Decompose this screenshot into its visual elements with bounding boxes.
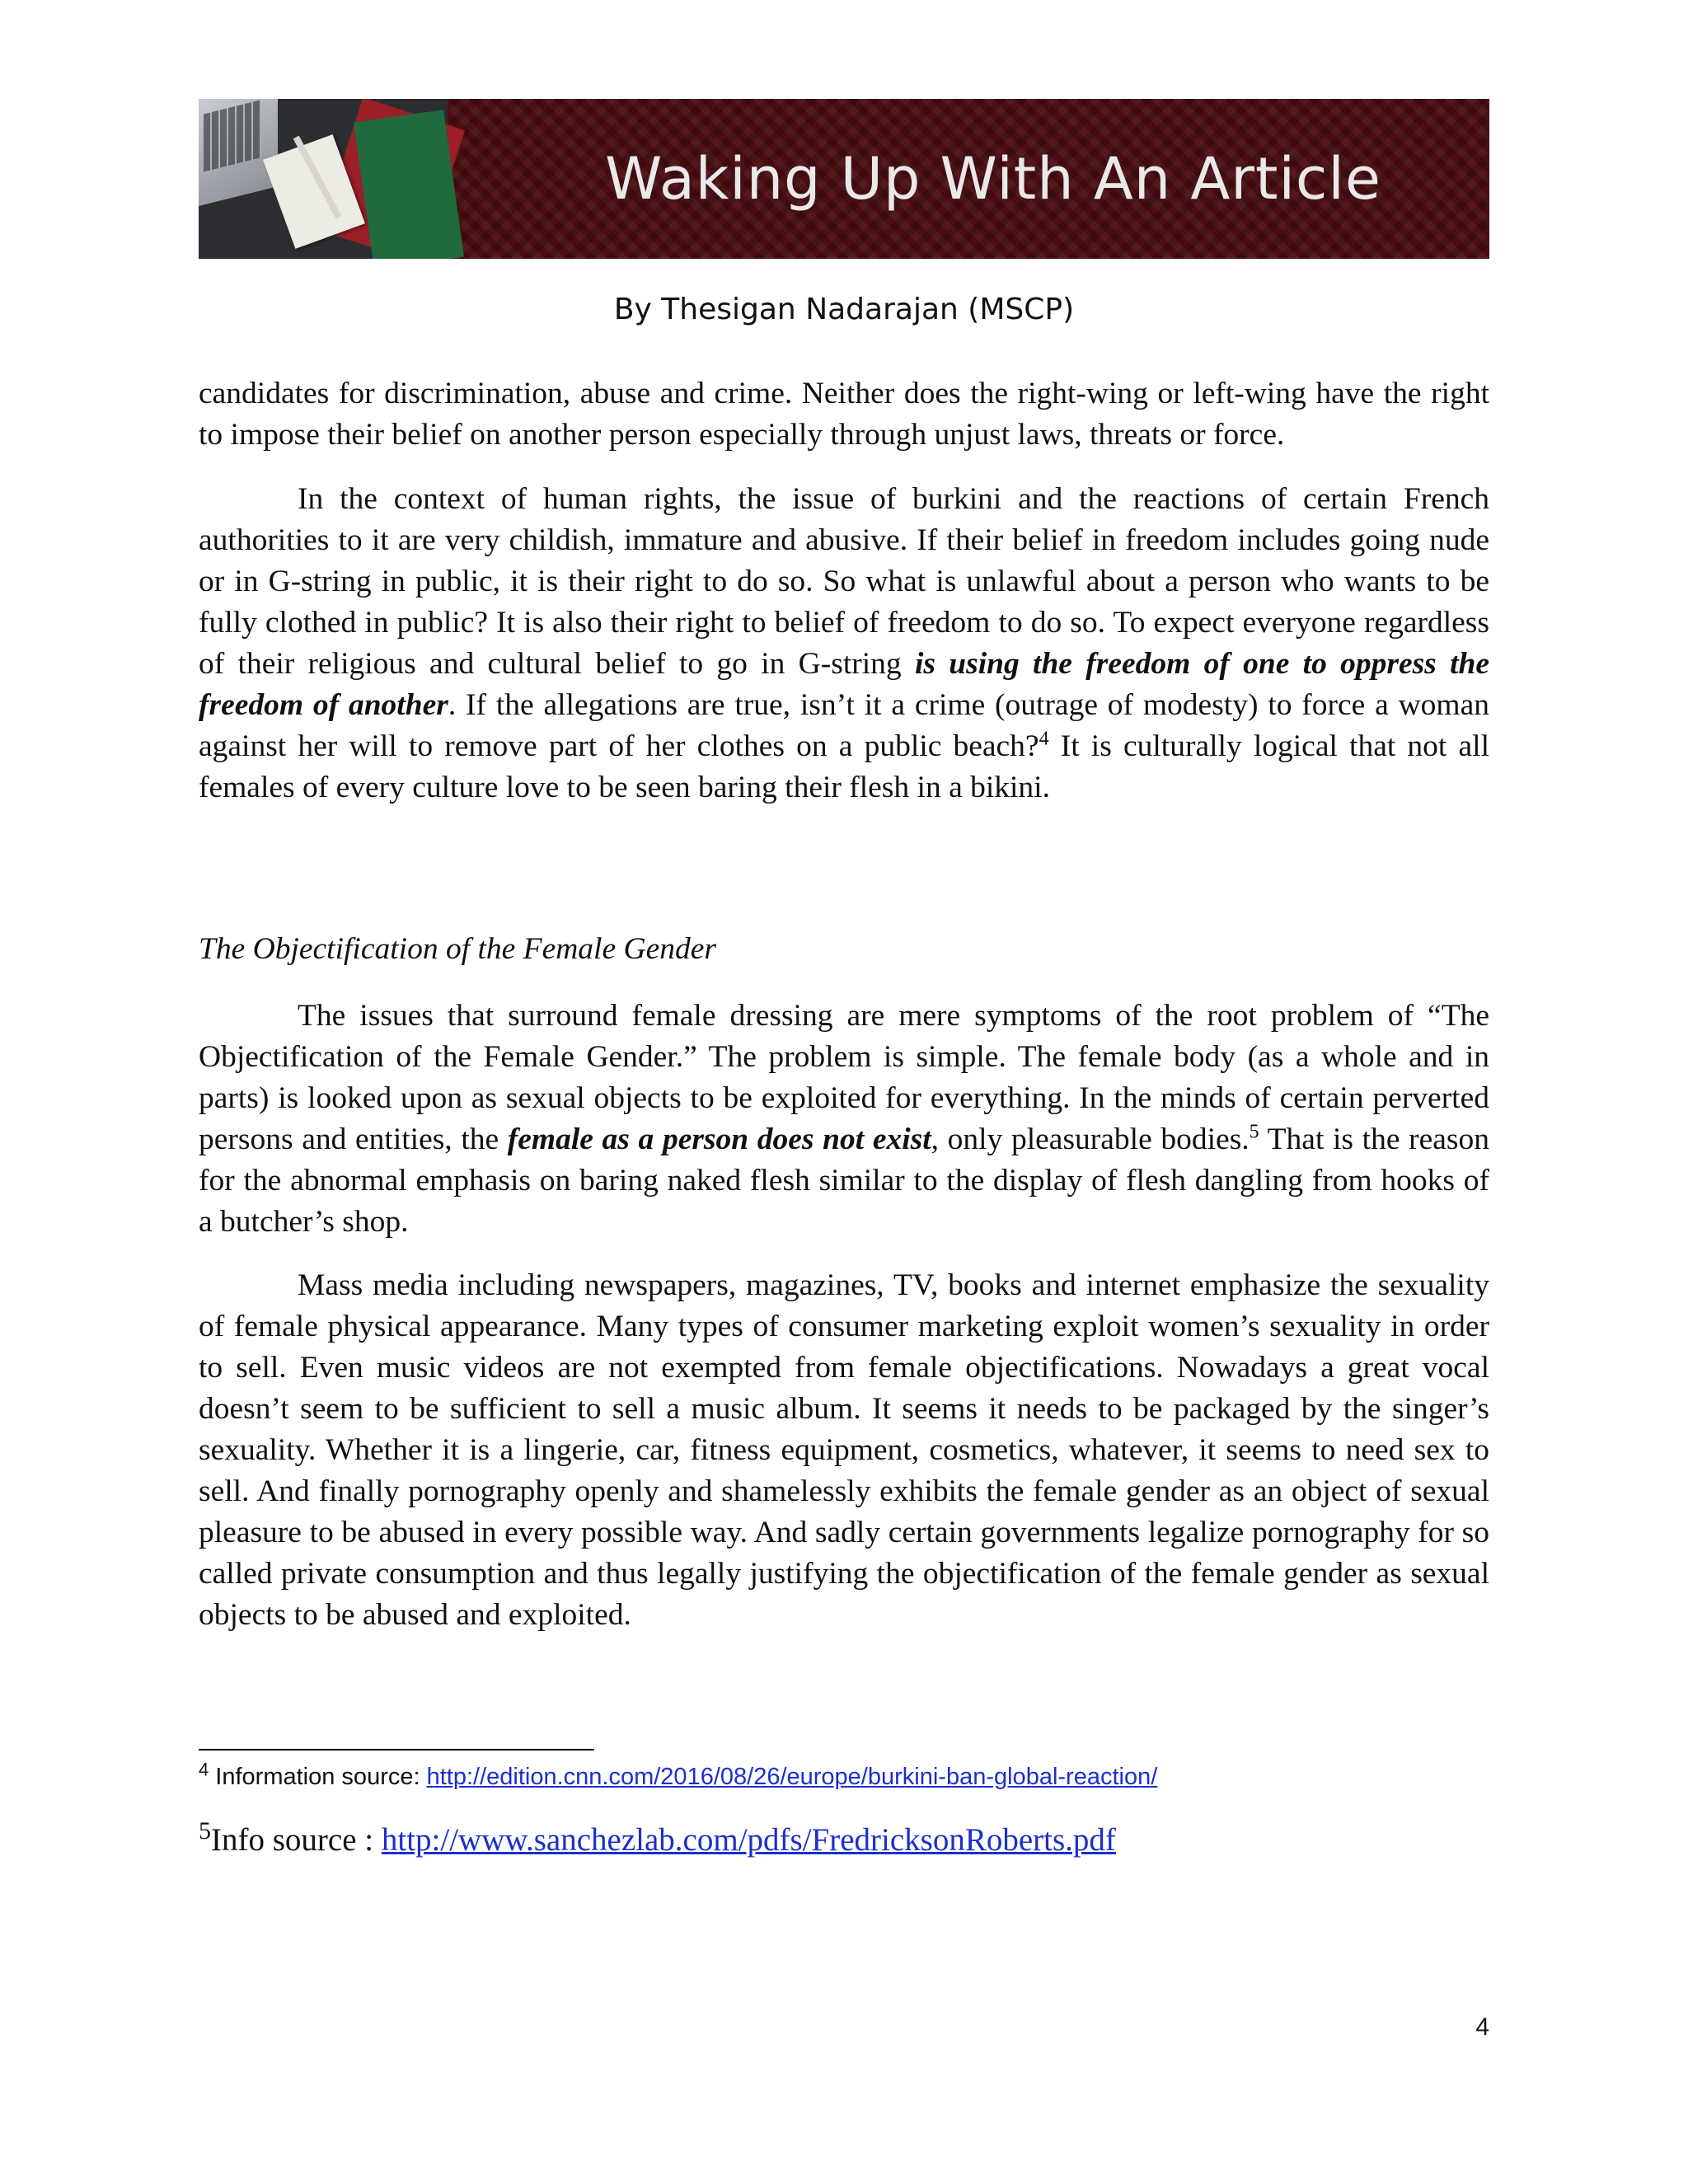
emphasis-person: female as a person does not exist	[507, 1122, 931, 1156]
emphasis-freedom: is using the freedom of one to oppress the freedom of another	[199, 647, 1489, 722]
header-banner	[199, 99, 1489, 259]
desk-photo	[199, 99, 448, 259]
footnote-5: $^5$Info source : http://www.sanchezlab.com/pdfs/FredricksonRoberts.pdf	[199, 1817, 1116, 1858]
footnote-4: $^4$ Information source: http://edition.cnn.com/2016/08/26/europe/burkini-ban-global-reaction/	[199, 1759, 1158, 1790]
section-heading: The Objectification of the Female Gender	[199, 932, 716, 966]
paragraph-1: candidates for discrimination, abuse and crime. Neither does the right-wing or left-wing have the right to impose their belief on another person especially through unjust laws, threats or force.	[199, 377, 1489, 452]
footnote-4-link[interactable]: http://edition.cnn.com/2016/08/26/europe/burkini-ban-global-reaction/	[426, 1764, 1158, 1790]
banner-title: Waking Up With An Article	[605, 145, 1381, 213]
paragraph-2: In the context of human rights, the issue of burkini and the reactions of certain French authorities to it are very childish, immature and abusive. If their belief in freedom includes going nude or in G-string in public, it is their right to do so. So what is unlawful about a person who wants to be fully clothed in public? It is also their right to belief of freedom to do so. To expect everyone regardless of their religious and cultural belief to go in G-string is using the freedom of one to oppress the freedom of another. If the allegations are true, isn’t it a crime (outrage of modesty) to force a woman against her will to remove part of her clothes on a public beach?$^4$ It is culturally logical that not all females of every culture love to be seen baring their flesh in a bikini.	[199, 482, 1489, 804]
paragraph-human-rights	[199, 479, 1489, 808]
footnote-5-link[interactable]: http://www.sanchezlab.com/pdfs/FredricksonRoberts.pdf	[381, 1822, 1116, 1858]
page-number: 4	[1475, 2013, 1489, 2041]
paragraph-4: Mass media including newspapers, magazines, TV, books and internet emphasize the sexuality of female physical appearance. Many types of consumer marketing exploit women’s sexuality in order to sell. Even music videos are not exempted from female objectifications. Nowadays a great vocal doesn’t seem to be sufficient to sell a music album. It seems it needs to be packaged by the singer’s sexuality. Whether it is a lingerie, car, fitness equipment, cosmetics, whatever, it seems to need sex to sell. And finally pornography openly and shamelessly exhibits the female gender as an object of sexual pleasure to be abused in every possible way. And sadly certain governments legalize pornography for so called private consumption and thus legally justifying the objectification of the female gender as sexual objects to be abused and exploited.	[199, 1268, 1489, 1632]
footnote-ref-5[interactable]: 5	[1249, 1121, 1259, 1143]
paragraph-3: The issues that surround female dressing are mere symptoms of the root problem of “The Objectification of the Female Gender.” The problem is simple. The female body (as a whole and in parts) is looked upon as sexual objects to be exploited for everything. In the minds of certain perverted persons and entities, the female as a person does not exist, only pleasurable bodies.$^5$ That is the reason for the abnormal emphasis on baring naked flesh similar to the display of flesh dangling from hooks of a butcher’s shop.	[199, 999, 1489, 1239]
paragraph-continuation	[199, 373, 1489, 456]
footnote-divider	[199, 1749, 594, 1750]
paragraph-mass-media	[199, 1265, 1489, 1636]
paragraph-objectification	[199, 996, 1489, 1243]
footnote-ref-4[interactable]: 4	[1039, 728, 1049, 750]
byline: By Thesigan Nadarajan (MSCP)	[613, 293, 1075, 326]
laptop-icon	[199, 99, 278, 206]
